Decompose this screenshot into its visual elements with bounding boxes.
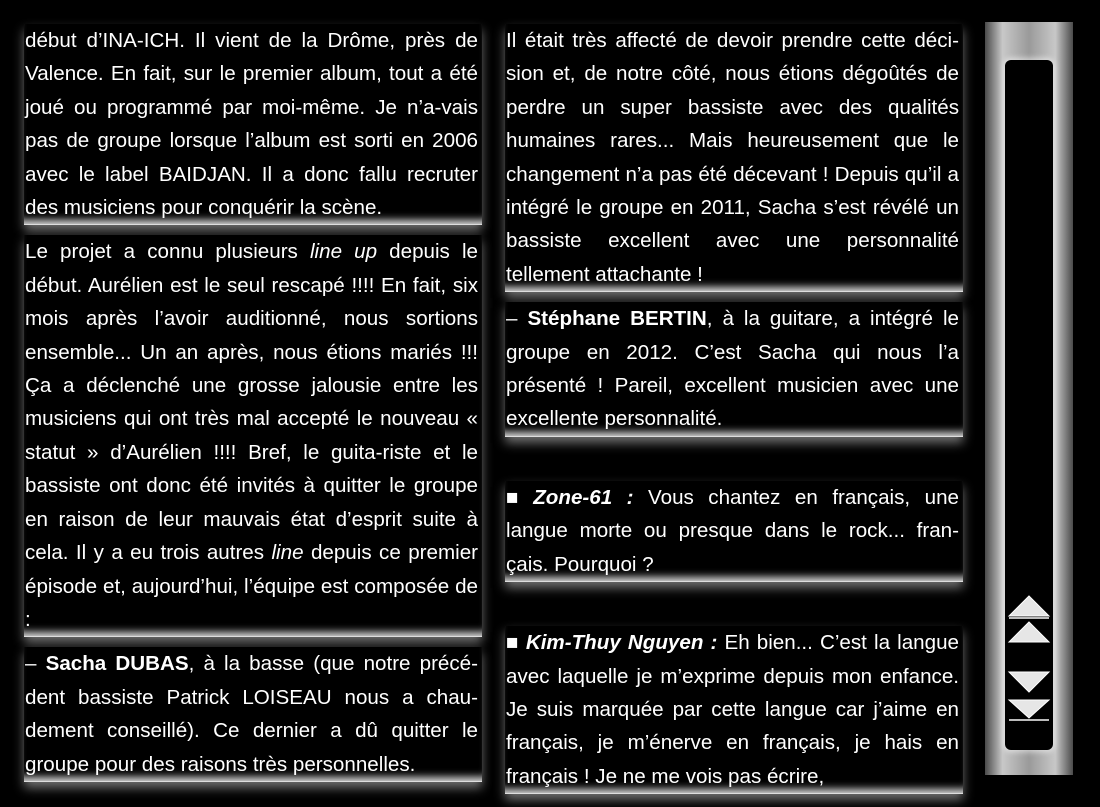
member-name: Sacha DUBAS — [45, 652, 189, 676]
bullet-icon: ■ — [506, 631, 520, 655]
paragraph-sacha — [24, 647, 482, 782]
answer-paragraph — [505, 626, 963, 794]
paragraph-intro: début d’INA-ICH. Il vient de la Drôme, près de Valence. En fait, sur le premier album, tout a été joué ou programmé par moi-même. Je n’a-vais pas de groupe lorsque l’album est sorti en 2006 avec le label BAIDJAN. Il a donc fallu recruter des musiciens pour conquérir la scène. — [24, 24, 482, 225]
right-column — [505, 24, 963, 807]
text-run: , à la guitare, a intégré le groupe en 2012. C’est Sacha qui nous l’a présenté ! Pareil, excellent musicien avec une excellente personnalité. — [506, 307, 959, 431]
left-column — [24, 24, 482, 795]
scroll-panel — [985, 22, 1073, 775]
member-name: Stéphane BERTIN — [527, 307, 707, 331]
italic-text: line up — [309, 240, 378, 264]
scroll-up-icon[interactable] — [1005, 620, 1053, 646]
scroll-bottom-icon[interactable] — [1005, 696, 1053, 722]
scroll-track[interactable] — [1005, 60, 1053, 750]
dash: – — [25, 652, 46, 676]
italic-text: line — [271, 541, 304, 565]
text-run: depuis ce premier épisode et, aujourd’hui, l’équipe est composée de : — [25, 541, 478, 631]
paragraph-line-up — [24, 235, 482, 637]
text-run: Vous chantez en français, une langue morte ou presque dans le rock... fran-çais. Pourquoi ? — [506, 485, 959, 576]
text-run: Eh bien... C’est la langue avec laquelle je m’exprime depuis mon enfance. Je suis marquée par cette langue car j’aime en français, je m’énerve en français, je hais en français ! Je ne me vois pas écrire, — [506, 631, 959, 788]
question-paragraph — [505, 481, 963, 582]
scroll-down-icon[interactable] — [1005, 668, 1053, 694]
text-run: , à la basse (que notre précé-dent bassiste Patrick LOISEAU nous a chau-dement conseillé). Ce dernier a dû quitter le groupe pour des raisons très personnelles. — [25, 652, 478, 776]
text-run: Le projet a connu plusieurs — [25, 240, 310, 264]
scroll-top-icon[interactable] — [1005, 594, 1053, 620]
speaker-name: Kim-Thuy Nguyen : — [525, 631, 718, 655]
bullet-icon: ■ — [506, 485, 528, 509]
paragraph-bassist: Il était très affecté de devoir prendre cette déci-sion et, de notre côté, nous étions dégoûtés de perdre un super bassiste avec des qualités humaines rares... Mais heureusement que le changement n’a pas été décevant ! Depuis qu’il a intégré le groupe en 2011, Sacha s’est révélé un bassiste excellent avec une personnalité tellement attachante ! — [505, 24, 963, 292]
speaker-name: Zone-61 : — [533, 485, 634, 509]
paragraph-stephane — [505, 302, 963, 437]
dash: – — [506, 307, 528, 331]
text-run: depuis le début. Aurélien est le seul rescapé !!!! En fait, six mois après l’avoir auditionné, nous sortions ensemble... Un an après, nous étions mariés !!! Ça a déclenché une grosse jalousie entre les musiciens qui ont très mal accepté le nouveau « statut » d’Aurélien !!!! Bref, le guita-riste et le bassiste ont donc été invités à quitter le groupe en raison de leur mauvais état d’esprit suite à cela. Il y a eu trois autres — [25, 240, 478, 565]
